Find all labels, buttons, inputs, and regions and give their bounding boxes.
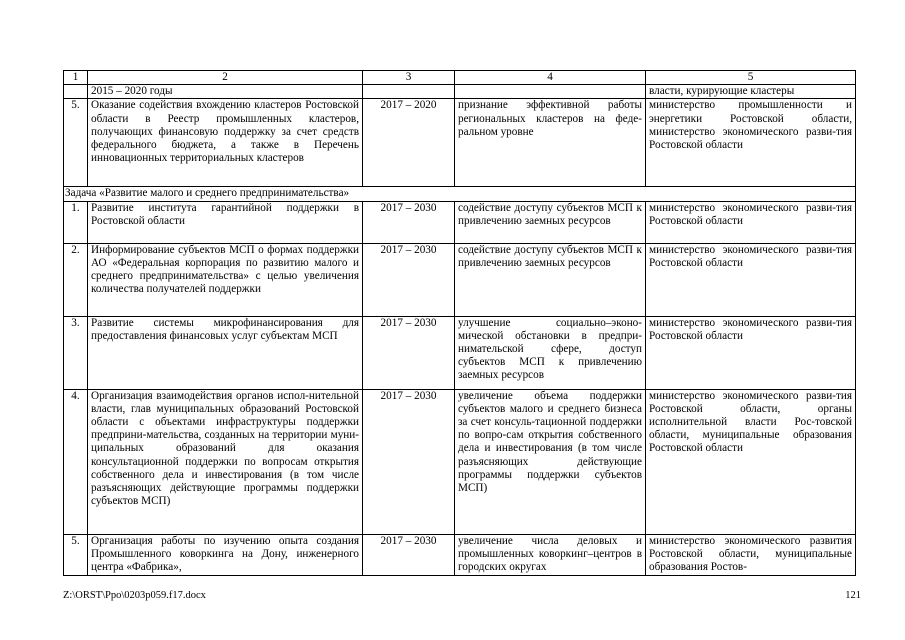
column-number-row [64,71,856,85]
measure-title: 2015 – 2020 годы [88,85,363,99]
column-number: 2 [88,71,363,85]
executor: министерство экономического разви-тия Ростовской области [646,316,856,389]
expected-result: содействие доступу субъектов МСП к привлечению заемных ресурсов [455,243,646,316]
period: 2017 – 2030 [363,316,455,389]
executor: министерство экономического разви-тия Ростовской области [646,201,856,243]
table-row [64,99,856,187]
expected-result: признание эффективной работы региональных кластеров на феде-ральном уровне [455,99,646,187]
table-row [64,85,856,99]
expected-result: увеличение объема поддержки субъектов малого и среднего бизнеса за счет консуль-тационной поддержки по вопро-сам открытия собственного дела и инвестирования (в том числе разъясняющих действующие программы поддержки субъектов МСП) [455,389,646,534]
measure-title: Организация работы по изучению опыта создания Промышленного коворкинга на Дону, инженерного центра «Фабрика», [88,534,363,575]
section-row [64,187,856,201]
expected-result: увеличение числа деловых и промышленных коворкинг–центров в городских округах [455,534,646,575]
period: 2017 – 2030 [363,243,455,316]
table-row [64,534,856,575]
executor: министерство промышленности и энергетики Ростовской области, министерство экономического разви-тия Ростовской области [646,99,856,187]
program-table [63,70,856,576]
footer-file-path: Z:\ORST\Ppo\0203p059.f17.docx [63,590,206,601]
executor: министерство экономического развития Ростовской области, муниципальные образования Ростов- [646,534,856,575]
measure-title: Оказание содействия вхождению кластеров Ростовской области в Реестр промышленных кластеров, получающих финансовую поддержку за счет средств федерального бюджета, а также в Перечень инновационных территориальных кластеров [88,99,363,187]
column-number: 3 [363,71,455,85]
table-row [64,243,856,316]
row-number: 2. [64,243,88,316]
row-number [64,85,88,99]
column-number: 1 [64,71,88,85]
row-number: 5. [64,534,88,575]
page-number: 121 [845,590,861,601]
period: 2017 – 2020 [363,99,455,187]
measure-title: Организация взаимодействия органов испол-нительной власти, глав муниципальных образований Ростовской области с объектами инфраструктуры поддержки предприни-мательства, созданных на территории муни-ципальных образований для оказания консультационной поддержки по вопросам открытия собственного дела и инвестирования (в том числе разъясняющих действующие программы поддержки субъектов МСП) [88,389,363,534]
measure-title: Развитие системы микрофинансирования для предоставления финансовых услуг субъектам МСП [88,316,363,389]
expected-result: улучшение социально–эконо-мической обстановки в предпри-нимательской сфере, доступ субъектов МСП к привлечению заемных ресурсов [455,316,646,389]
period [363,85,455,99]
period: 2017 – 2030 [363,201,455,243]
column-number: 5 [646,71,856,85]
period: 2017 – 2030 [363,389,455,534]
row-number: 3. [64,316,88,389]
measure-title: Информирование субъектов МСП о формах поддержки АО «Федеральная корпорация по развитию малого и среднего предпринимательства» с целью увеличения количества получателей поддержки [88,243,363,316]
section-title: Задача «Развитие малого и среднего предпринимательства» [64,187,856,201]
expected-result [455,85,646,99]
executor: власти, курирующие кластеры [646,85,856,99]
table-row [64,201,856,243]
table-row [64,316,856,389]
row-number: 4. [64,389,88,534]
table-row [64,389,856,534]
executor: министерство экономического разви-тия Ростовской области, органы исполнительной власти Рос-товской области, муниципальные образования Ростовской области [646,389,856,534]
period: 2017 – 2030 [363,534,455,575]
measure-title: Развитие института гарантийной поддержки в Ростовской области [88,201,363,243]
row-number: 1. [64,201,88,243]
expected-result: содействие доступу субъектов МСП к привлечению заемных ресурсов [455,201,646,243]
row-number: 5. [64,99,88,187]
executor: министерство экономического разви-тия Ростовской области [646,243,856,316]
column-number: 4 [455,71,646,85]
